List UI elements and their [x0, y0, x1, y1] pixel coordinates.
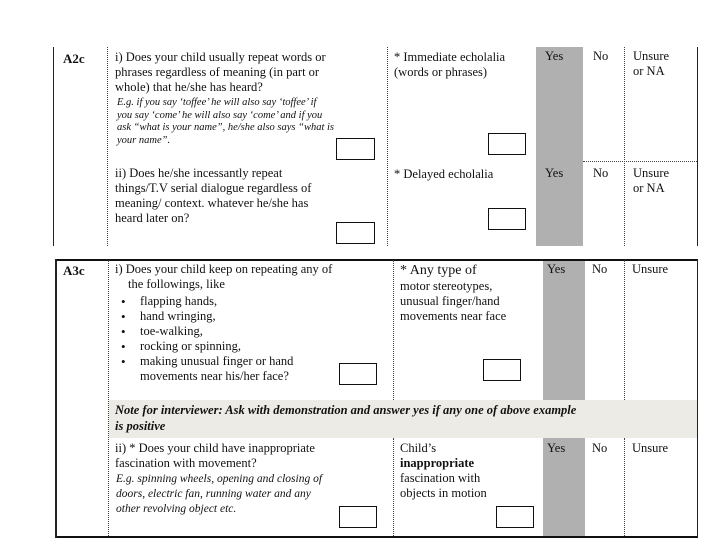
bullet-item: • toe-walking, — [115, 324, 332, 339]
a2c-divider-3 — [624, 47, 625, 246]
a3c-divider-3 — [624, 260, 625, 400]
interviewer-note — [109, 400, 697, 438]
a2c-q1-example — [117, 97, 334, 147]
label-line: motor stereotypes, — [400, 279, 493, 293]
a3c-q2-label-box[interactable] — [496, 506, 534, 528]
unsure-line: or NA — [633, 64, 665, 78]
a3c-q1-bullet-list — [115, 294, 332, 369]
a2c-divider-1 — [107, 47, 108, 246]
a2c-q1-line: whole) that he/she has heard? — [115, 80, 263, 94]
a3c-q1-yes[interactable]: Yes — [547, 262, 566, 276]
a3c-q1-unsure[interactable]: Unsure — [632, 262, 669, 276]
a2c-code: A2c — [63, 51, 85, 66]
label-line: * Any type of — [400, 263, 477, 278]
a3c-q2-line: ii) * Does your child have inappropriate — [115, 441, 315, 455]
label-line: inappropriate — [400, 456, 475, 470]
a3c-q2-unsure[interactable]: Unsure — [632, 441, 669, 455]
example-line: ask “what is your name”, he/she also says “what is — [117, 122, 335, 134]
a2c-divider-2 — [387, 47, 388, 246]
a2c-q1-line: i) Does your child usually repeat words or — [115, 50, 326, 64]
a3c-q2-text — [115, 441, 315, 471]
example-line: doors, electric fan, running water and any — [116, 488, 311, 500]
a3c-q2-label — [400, 441, 487, 501]
label-line: movements near face — [400, 309, 507, 323]
a2c-q2-line: meaning/ context. whatever he/she has — [115, 196, 309, 210]
a3c-q1-label — [400, 262, 506, 324]
label-line: * Delayed echolalia — [394, 167, 494, 181]
bullet-item: • flapping hands, — [115, 294, 332, 309]
a3c-q2-score-box[interactable] — [339, 506, 377, 528]
a2c-q1-label-box[interactable] — [488, 133, 526, 155]
a2c-yes-column-shade — [536, 47, 583, 246]
a2c-q2-no[interactable]: No — [593, 166, 609, 180]
a2c-q2-label — [394, 167, 493, 182]
label-line: (words or phrases) — [394, 65, 488, 79]
a2c-right-border — [697, 47, 698, 246]
example-line: you say ‘come’ he will also say ‘come’ and if you — [117, 109, 323, 121]
label-line: fascination with — [400, 471, 481, 485]
a2c-q2-line: ii) Does he/she incessantly repeat — [115, 166, 283, 180]
a3c-q1-line: i) Does your child keep on repeating any of — [115, 262, 333, 276]
a2c-q1-score-box[interactable] — [336, 138, 375, 160]
a2c-row-separator — [583, 161, 697, 162]
label-line: * Immediate echolalia — [394, 50, 506, 64]
example-line: E.g. if you say ‘toffee’ he will also say ‘toffee’ if — [117, 97, 317, 108]
a3c-q2-yes[interactable]: Yes — [547, 441, 566, 455]
unsure-line: Unsure — [633, 166, 670, 180]
a3c-q1-line: the followings, like — [128, 277, 225, 291]
a3c-right-border — [697, 259, 698, 538]
a3c-top-border — [55, 259, 698, 261]
a2c-q2-line: things/T.V serial dialogue regardless of — [115, 181, 312, 195]
a3c-q1-text — [115, 262, 332, 384]
a2c-q2-line: heard later on? — [115, 211, 190, 225]
unsure-line: or NA — [633, 181, 665, 195]
a3c-divider-2b — [393, 438, 394, 536]
a3c-divider-2 — [393, 260, 394, 400]
a2c-q1-yes[interactable]: Yes — [545, 49, 564, 63]
a2c-q2-score-box[interactable] — [336, 222, 375, 244]
a2c-q2-text — [115, 166, 311, 226]
a3c-bottom-border — [55, 536, 698, 538]
a3c-q1-label-box[interactable] — [483, 359, 521, 381]
a2c-q2-label-box[interactable] — [488, 208, 526, 230]
a2c-left-border — [53, 47, 54, 246]
a3c-yes-column-shade-top — [543, 260, 585, 400]
note-line: Note for interviewer: Ask with demonstration and answer yes if any one of above example — [115, 403, 577, 417]
a2c-q2-unsure[interactable] — [633, 166, 669, 196]
a3c-q2-example — [116, 472, 322, 517]
a2c-q1-text — [115, 50, 326, 95]
label-line: unusual finger/hand — [400, 294, 500, 308]
bullet-item: • making unusual finger or hand — [115, 354, 332, 369]
bullet-item: • rocking or spinning, — [115, 339, 332, 354]
a3c-left-border — [55, 259, 57, 538]
a2c-q1-unsure[interactable] — [633, 49, 669, 79]
a3c-q2-line: fascination with movement? — [115, 456, 257, 470]
a3c-code: A3c — [63, 263, 85, 278]
label-line: Child’s — [400, 441, 437, 455]
a2c-q1-line: phrases regardless of meaning (in part or — [115, 65, 320, 79]
a3c-q1-bullet-continuation: movements near his/her face? — [140, 369, 289, 383]
a3c-q1-score-box[interactable] — [339, 363, 377, 385]
example-line: your name”. — [117, 134, 171, 146]
example-line: other revolving object etc. — [116, 503, 237, 515]
unsure-line: Unsure — [633, 49, 670, 63]
a3c-divider-1 — [108, 260, 109, 536]
a3c-divider-3b — [624, 438, 625, 536]
a2c-q2-yes[interactable]: Yes — [545, 166, 564, 180]
a2c-q1-no[interactable]: No — [593, 49, 609, 63]
a2c-q1-label — [394, 50, 505, 80]
bullet-item: • hand wringing, — [115, 309, 332, 324]
example-line: E.g. spinning wheels, opening and closing of — [116, 473, 323, 485]
a3c-q2-no[interactable]: No — [592, 441, 608, 455]
note-line: is positive — [115, 419, 166, 433]
label-line: objects in motion — [400, 486, 487, 500]
a3c-q1-no[interactable]: No — [592, 262, 608, 276]
